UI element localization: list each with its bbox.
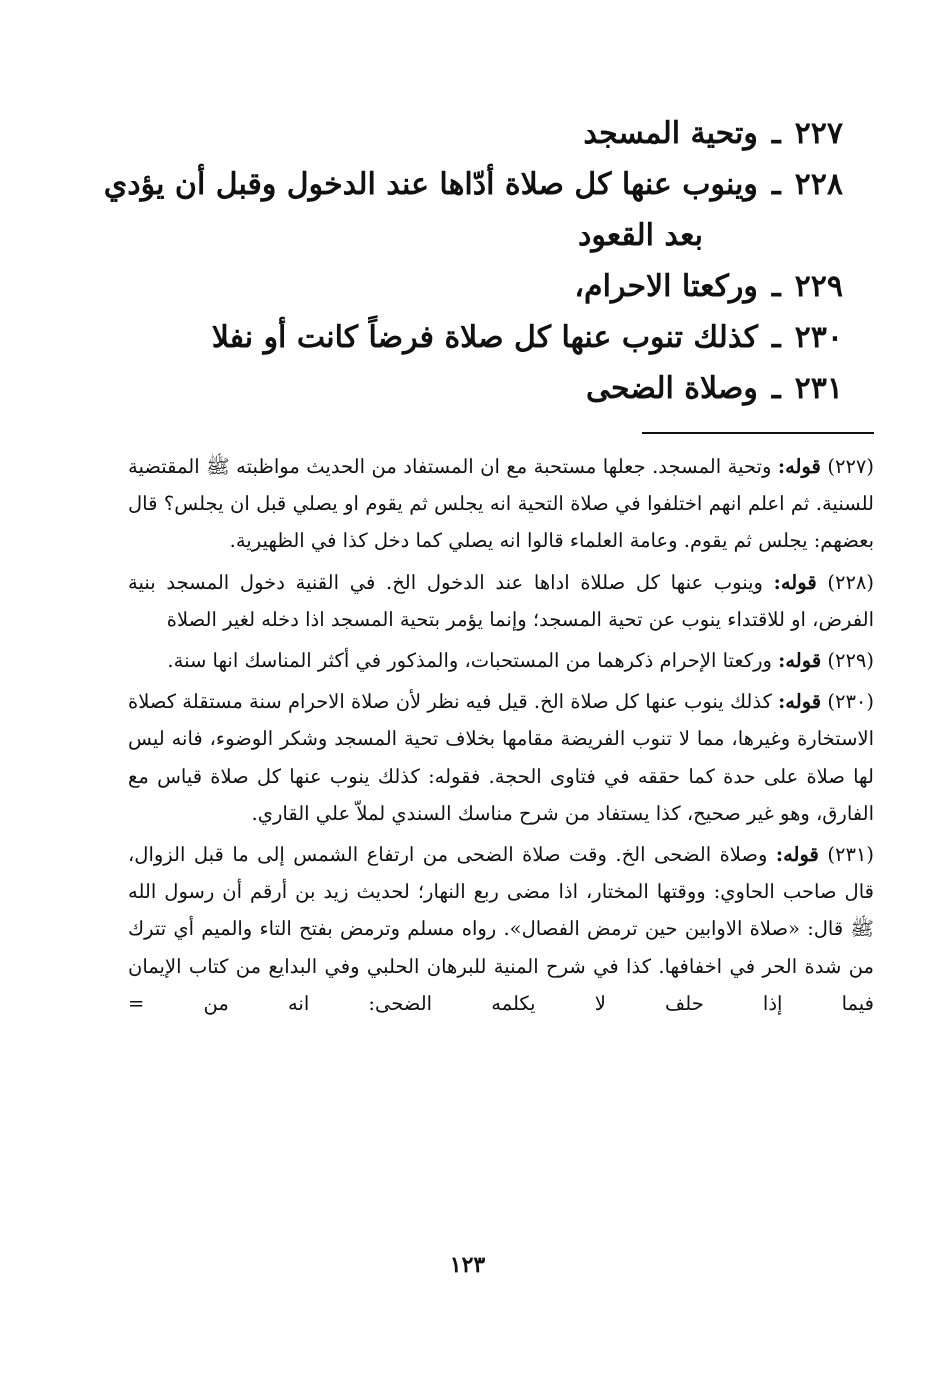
footnote-text: وينوب عنها كل صللاة اداها عند الدخول الخ. في القنية دخول المسجد بنية الفرض، او للاقتداء ينوب عن تحية المسجد؛ وإنما يؤمر بتحية المسجد اذا دخله لغير الصلاة (128, 570, 874, 631)
main-item-228 (103, 159, 843, 210)
item-text: وتحية المسجد (583, 116, 758, 151)
main-item-231 (113, 363, 843, 414)
continuation-mark: = (128, 991, 145, 1015)
item-text: وينوب عنها كل صلاة أدّاها عند الدخول وقبل أن يؤدي (103, 167, 758, 202)
footnote-text: كذلك ينوب عنها كل صلاة الخ. قيل فيه نظر لأن صلاة الاحرام سنة مستقلة كصلاة الاستخارة وغيرها، مما لا تنوب الفريضة مقامها بخلاف تحية المسجد وشكر الوضوء، فانه ليس لها صلاة على حدة كما حققه في فتاوى الحجة. فقوله: كذلك ينوب عنها كل صلاة قياس مع الفارق، وهو غير صحيح، كذا يستفاد من شرح مناسك السندي لملاّ علي القاري. (128, 690, 874, 825)
footnote-228 (128, 564, 874, 638)
main-text (103, 108, 843, 414)
footnote-text: وركعتا الإحرام ذكرهما من المستحبات، والمذكور في أكثر المناسك انها سنة. (167, 649, 772, 673)
item-continuation: بعد القعود (578, 218, 703, 253)
footnote-label: قوله: (775, 843, 819, 867)
item-number: ٢٢٩ (794, 269, 843, 304)
footnote-ref: (٢٣٠) (827, 690, 874, 714)
footnote-ref: (٢٣١) (827, 843, 875, 867)
footnote-label: قوله: (777, 455, 821, 478)
item-number: ٢٣٠ (794, 320, 843, 355)
footnote-text: وصلاة الضحى الخ. وقت صلاة الضحى من ارتفاع الشمس إلى ما قبل الزوال، قال صاحب الحاوي: ووقتها المختار، اذا مضى ربع النهار؛ لحديث زيد بن أرقم أن رسول الله ﷺ قال: «صلاة الاوابين حين ترمض الفصال». رواه مسلم وترمض بفتح التاء والميم أي تترك من شدة الحر في اخفافها. كذا في شرح المنية للبرهان الحلبي وفي البدايع من كتاب الإيمان فيما إذا حلف لا يكلمه الضحى: انه من (128, 843, 874, 1015)
item-number: ٢٣١ (794, 371, 843, 406)
footnote-229 (128, 642, 874, 679)
footnote-label: قوله: (778, 690, 822, 714)
footnote-label: قوله: (773, 570, 817, 594)
item-number: ٢٢٧ (794, 116, 843, 151)
item-dash: ـ (771, 320, 781, 355)
footnote-separator (642, 432, 874, 434)
main-item-227 (113, 108, 843, 159)
item-dash: ـ (771, 269, 781, 304)
footnote-ref: (٢٢٩) (827, 649, 874, 673)
footnotes (128, 448, 874, 1026)
page-number: ١٢٣ (449, 1252, 486, 1278)
item-dash: ـ (771, 116, 781, 151)
item-dash: ـ (771, 167, 781, 202)
main-item-228-continuation (113, 210, 843, 261)
item-text: وصلاة الضحى (585, 371, 758, 406)
main-item-230 (113, 312, 843, 363)
footnote-ref: (٢٢٧) (827, 455, 875, 478)
item-number: ٢٢٨ (794, 167, 843, 202)
item-dash: ـ (771, 371, 781, 406)
item-text: وركعتا الاحرام، (574, 269, 758, 304)
footnote-text: وتحية المسجد. جعلها مستحبة مع ان المستفاد من الحديث مواظبته ﷺ المقتضية للسنية. ثم اعلم انهم اختلفوا في صلاة التحية انه يجلس ثم يقوم او يصلي قبل ان يجلس؟ قال بعضهم: يجلس ثم يقوم. وعامة العلماء قالوا انه يصلي كما دخل كذا في الظهيرية. (128, 455, 874, 553)
footnote-230 (128, 683, 874, 832)
footnote-227 (128, 448, 874, 560)
footnote-ref: (٢٢٨) (827, 570, 874, 594)
footnote-label: قوله: (778, 649, 822, 673)
main-item-229 (113, 261, 843, 312)
item-text: كذلك تنوب عنها كل صلاة فرضاً كانت أو نفلا (211, 320, 758, 355)
footnote-231 (128, 836, 874, 1022)
